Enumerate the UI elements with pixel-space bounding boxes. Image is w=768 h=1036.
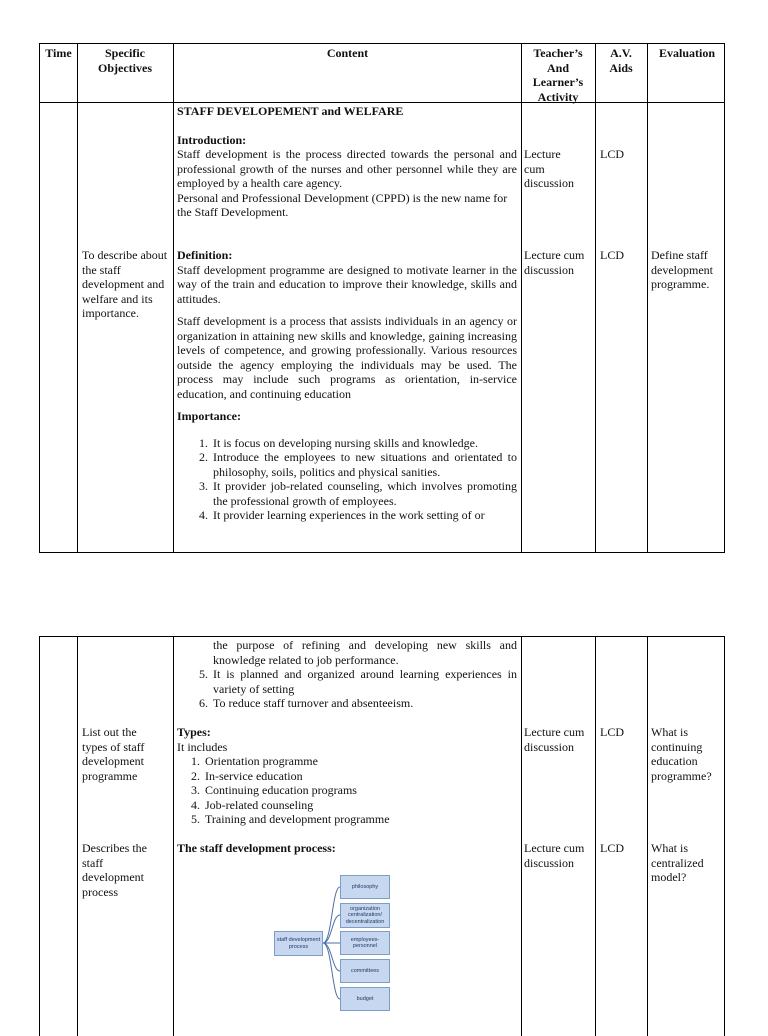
intro-heading: Introduction: <box>177 132 247 147</box>
process-aids: LCD <box>600 841 624 855</box>
process-activity: Lecture cum discussion <box>524 841 585 870</box>
lesson-plan-table-page2 <box>39 636 725 1036</box>
list-item: 4. Job-related counseling <box>203 798 517 813</box>
process-objective: Describes the staff development process <box>82 841 147 899</box>
header-activity: Teacher’s And Learner’s Activity <box>532 46 584 104</box>
definition-objective: To describe about the staff development and welfare and its importance. <box>82 248 168 320</box>
list-item: 5. Training and development programme <box>203 812 517 827</box>
process-evaluation: What is centralized model? <box>651 841 704 884</box>
lesson-plan-table-page1 <box>39 43 725 553</box>
list-item: 2. Introduce the employees to new situations and orientated to philosophy, soils, politics and physical sanities. <box>211 450 517 479</box>
definition-aids: LCD <box>600 248 624 262</box>
list-item: 2. In-service education <box>203 769 517 784</box>
types-activity: Lecture cum discussion <box>524 725 585 754</box>
list-item: 1. It is focus on developing nursing skills and knowledge. <box>211 436 517 451</box>
intro-aids: LCD <box>600 147 624 161</box>
types-heading: Types: <box>177 725 211 739</box>
header-evaluation: Evaluation <box>658 46 715 60</box>
importance-list <box>177 436 517 523</box>
continuation-text: the purpose of refining and developing new skills and knowledge related to job performance. <box>213 638 517 667</box>
header-content: Content <box>326 46 369 60</box>
intro-text-2: Personal and Professional Development (CPPD) is the new name for the Staff Development. <box>177 190 508 219</box>
definition-block <box>177 248 517 523</box>
content-cell-page1 <box>177 104 517 220</box>
diagram-node-organization: organization centralization/ decentralization <box>340 903 390 928</box>
intro-activity: Lecture cum discussion <box>524 147 575 190</box>
types-aids: LCD <box>600 725 624 739</box>
importance-heading: Importance: <box>177 409 241 423</box>
header-objectives: Specific Objectives <box>98 46 152 75</box>
header-time: Time <box>45 46 72 60</box>
list-item: 5. It is planned and organized around learning experiences in variety of setting <box>211 667 517 696</box>
intro-text: Staff development is the process directed towards the personal and professional growth of the nurses and other personnel while they are employed by a health care agency. <box>177 147 517 190</box>
diagram-node-employees: employees-personnel <box>340 931 390 955</box>
diagram-node-budget: budget <box>340 987 390 1011</box>
process-heading: The staff development process: <box>177 841 336 855</box>
section-title: STAFF DEVELOPEMENT and WELFARE <box>177 104 404 118</box>
definition-heading: Definition: <box>177 248 233 262</box>
types-objective: List out the types of staff development programme <box>82 725 145 783</box>
list-item: 6. To reduce staff turnover and absenteeism. <box>211 696 517 711</box>
list-item: 1. Orientation programme <box>203 754 517 769</box>
header-aids: A.V. Aids <box>609 46 633 75</box>
diagram-root-node: staff development process <box>274 931 323 956</box>
list-item: 3. It provider job-related counseling, which involves promoting the professional growth of employees. <box>211 479 517 508</box>
types-intro: It includes <box>177 739 228 754</box>
list-item: 4. It provider learning experiences in the work setting of or <box>211 508 517 523</box>
definition-text: Staff development programme are designed to motivate learner in the way of the train and education to improve their knowledge, skills and attitudes. <box>177 262 517 306</box>
diagram-node-committees: committees <box>340 959 390 983</box>
definition-text-2: Staff development is a process that assists individuals in an agency or organization in attaining new skills and knowledge, gaining increasing levels of competence, and growing professionally. Various resources outside the agency employing the individuals may be used. The process may include such programs as orientation, in-service education, and continuing education <box>177 314 517 401</box>
types-evaluation: What is continuing education programme? <box>651 725 712 783</box>
list-item: 3. Continuing education programs <box>203 783 517 798</box>
diagram-node-philosophy: philosophy <box>340 875 390 899</box>
definition-evaluation: Define staff development programme. <box>651 248 713 291</box>
definition-activity: Lecture cum discussion <box>524 248 585 277</box>
